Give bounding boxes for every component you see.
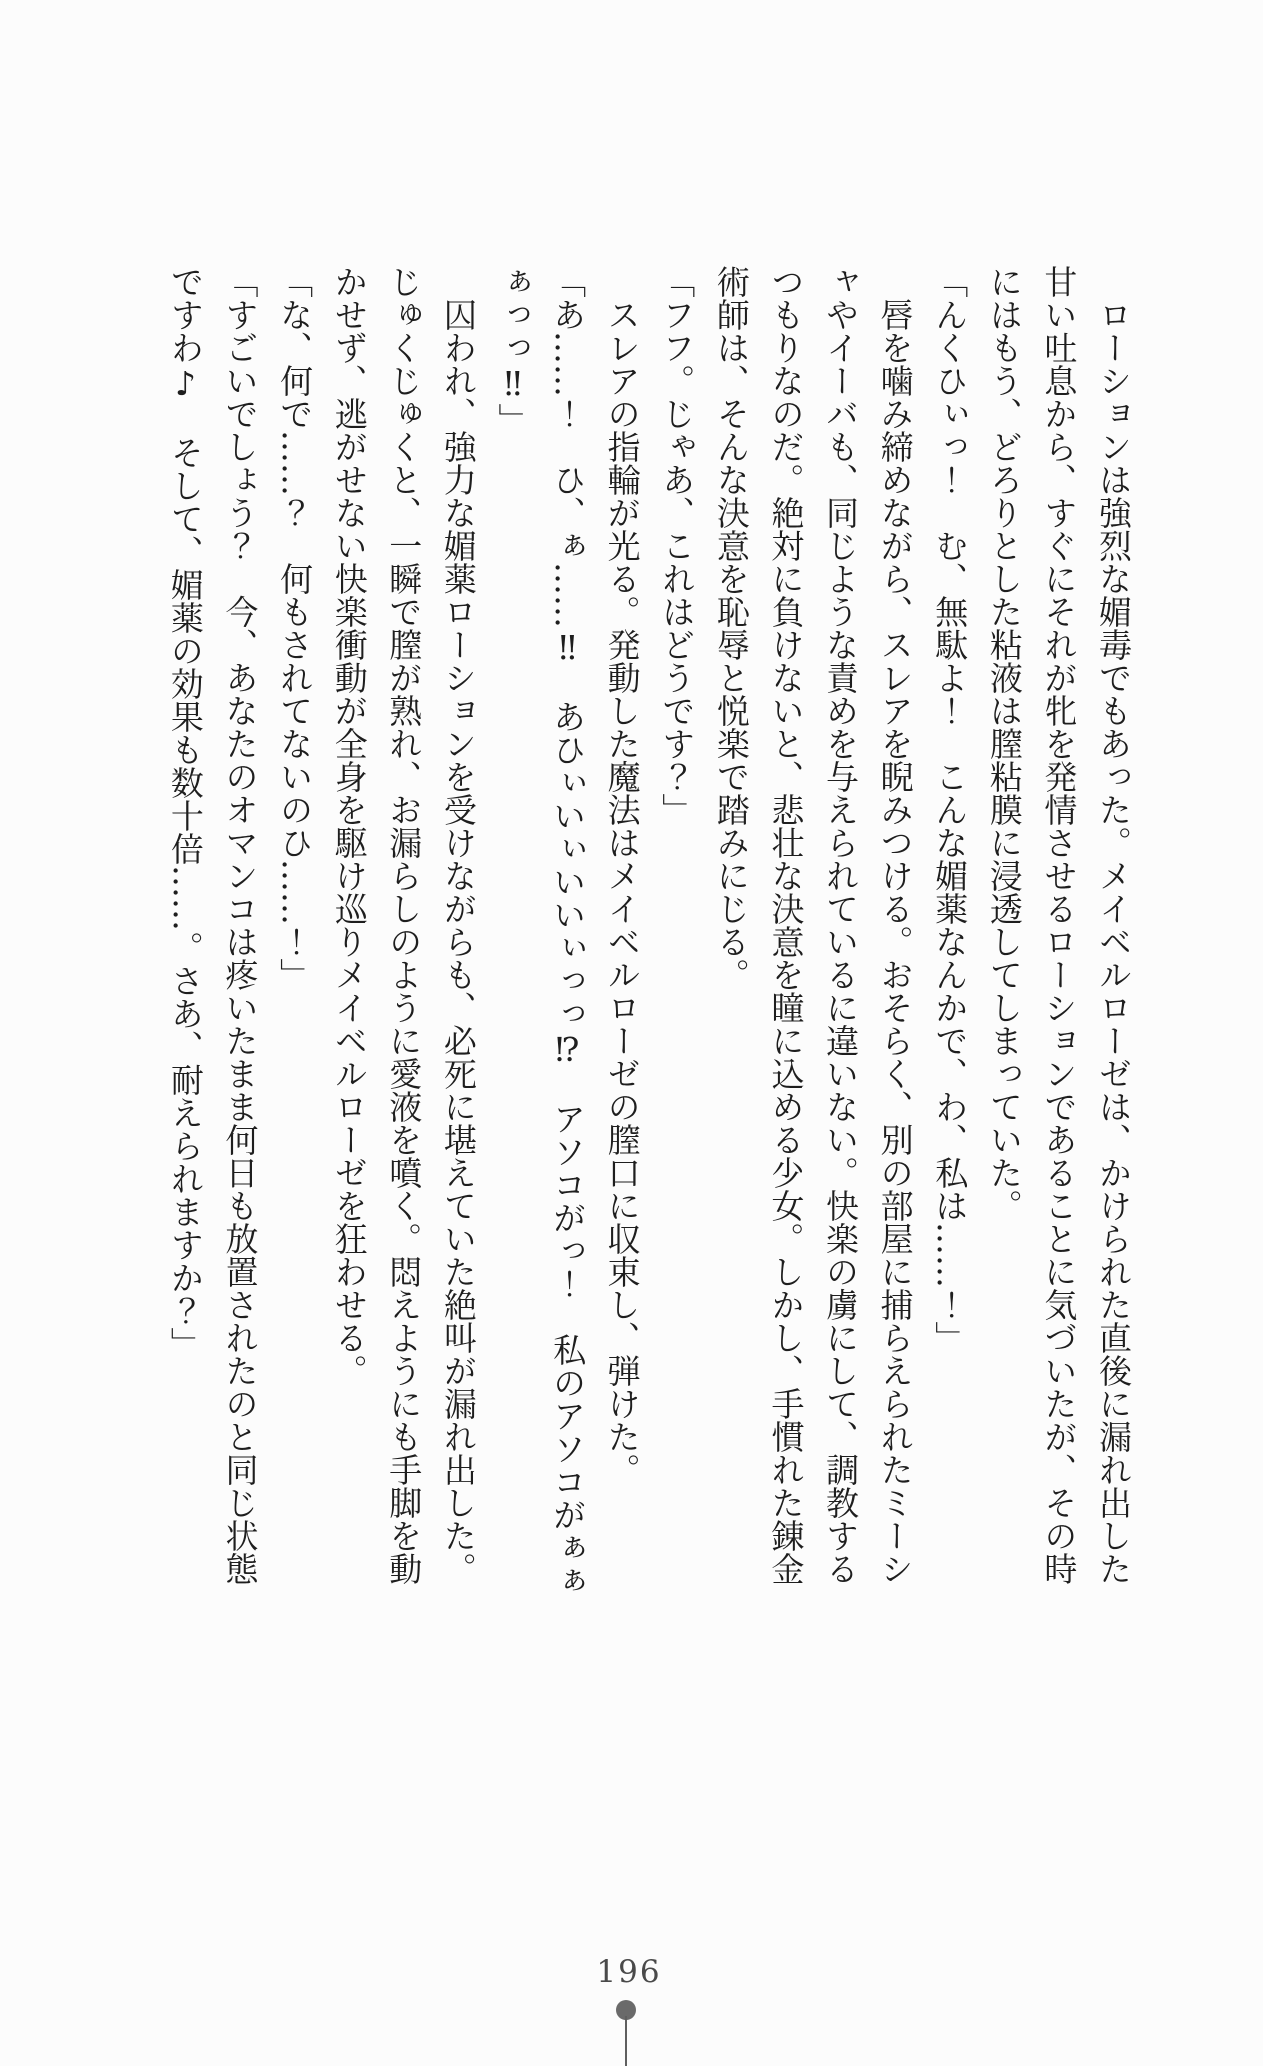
text-column-13: 囚われ、強力な媚薬ローションを受けながらも、必死に堪えていた絶叫が漏れ出した。 xyxy=(438,265,478,1585)
text-column-16: 「な、何で……？ 何もされてないのひ……！」 xyxy=(275,265,315,991)
text-column-11: 「あ……！ ひ、ぁ……‼ あひぃいぃいいぃっっ⁉ アソコがっ！ 私のアソコがぁぁ xyxy=(548,265,588,1597)
text-column-8: 術師は、そんな決意を恥辱と悦楽で踏みにじる。 xyxy=(711,265,751,991)
text-column-1: ローションは強烈な媚毒でもあった。メイベルローゼは、かけられた直後に漏れ出した xyxy=(1094,265,1133,1585)
text-column-6: ャやイーバも、同じような責めを与えられているに違いない。快楽の虜にして、調教する xyxy=(821,265,861,1585)
text-column-9: 「フフ。じゃあ、これはどうです？」 xyxy=(657,265,697,826)
text-column-18: ですわ♪ そして、媚薬の効果も数十倍……。さあ、耐えられますか？」 xyxy=(165,265,205,1360)
text-column-10: スレアの指輪が光る。発動した魔法はメイベルローゼの膣口に収束し、弾けた。 xyxy=(602,265,642,1486)
text-column-17: 「すごいでしょう？ 今、あなたのオマンコは疼いたまま何日も放置されたのと同じ状態 xyxy=(220,265,260,1585)
text-column-4: 「んくひぃっ！ む、無駄よ！ こんな媚薬なんかで、わ、私は……！」 xyxy=(930,265,970,1354)
text-column-2: 甘い吐息から、すぐにそれが牝を発情させるローションであることに気づいたが、その時 xyxy=(1039,265,1079,1585)
text-column-15: かせず、逃がせない快楽衝動が全身を駆け巡りメイベルローゼを狂わせる。 xyxy=(329,265,369,1387)
page-number: 196 xyxy=(596,1954,662,1990)
page-marker-line xyxy=(625,2016,627,2066)
text-column-7: つもりなのだ。絶対に負けないと、悲壮な決意を瞳に込める少女。しかし、手慣れた錬金 xyxy=(766,265,806,1585)
text-column-5: 唇を噛み締めながら、スレアを睨みつける。おそらく、別の部屋に捕らえられたミーシ xyxy=(875,265,915,1585)
text-column-14: じゅくじゅくと、一瞬で膣が熟れ、お漏らしのように愛液を噴く。悶えようにも手脚を動 xyxy=(384,265,424,1585)
vertical-text-block xyxy=(157,265,1140,1595)
text-column-3: にはもう、どろりとした粘液は膣粘膜に浸透してしまっていた。 xyxy=(984,265,1024,1222)
text-column-12: ぁっっ‼」 xyxy=(493,265,533,436)
